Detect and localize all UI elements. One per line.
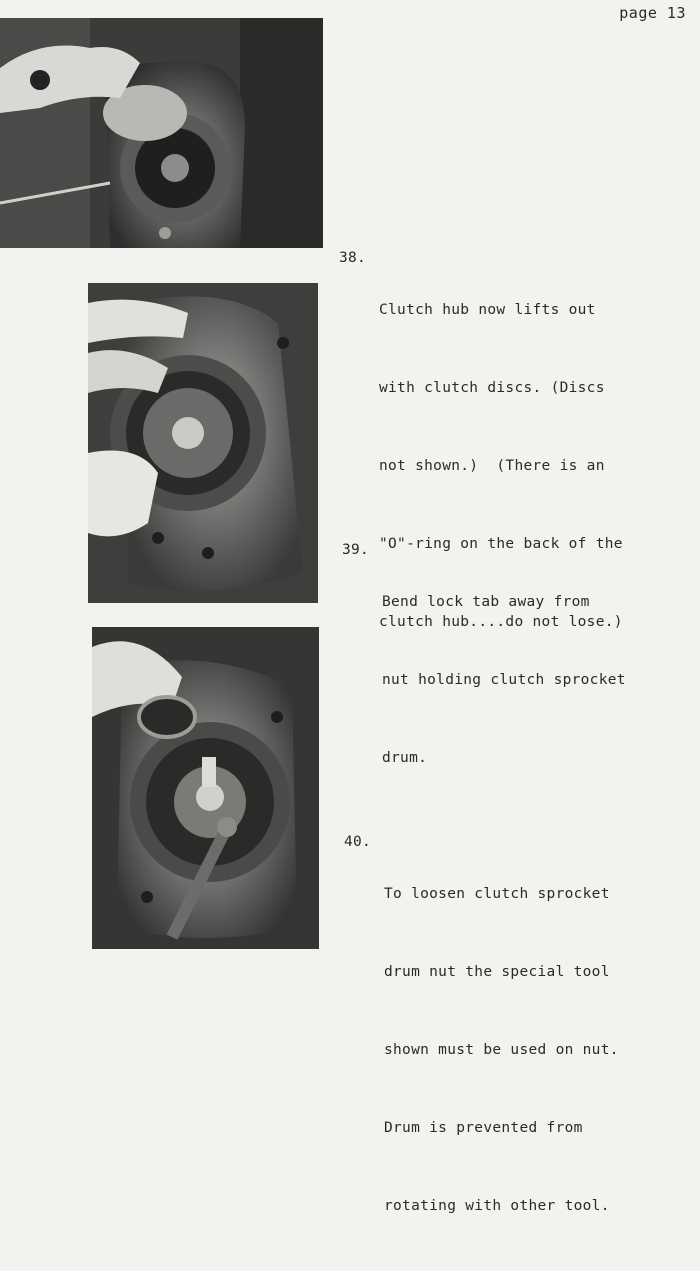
step-line: Bend lock tab away from (382, 594, 590, 610)
step-text (384, 829, 619, 1271)
clutch-hub-removal-photo (0, 18, 323, 248)
step-line: shown must be used on nut. (384, 1042, 619, 1058)
step-number: 40. (344, 834, 372, 850)
step-line: Drum is prevented from (384, 1120, 583, 1136)
step-line: rotating with other tool. (384, 1198, 610, 1214)
step-line: not shown.) (There is an (379, 458, 605, 474)
step-line: clutch hub....do not lose.) (379, 614, 623, 630)
step-line: nut holding clutch sprocket (382, 672, 626, 688)
step-number: 38. (339, 250, 367, 266)
step-line: with clutch discs. (Discs (379, 380, 605, 396)
step-line: "O"-ring on the back of the (379, 536, 623, 552)
step-line: drum. (382, 750, 428, 766)
step-line: Clutch hub now lifts out (379, 302, 596, 318)
sprocket-drum-nut-photo (92, 627, 319, 949)
step-line: To loosen clutch sprocket (384, 886, 610, 902)
step-number: 39. (342, 542, 370, 558)
page-number: page 13 (619, 4, 686, 22)
step-text (382, 537, 626, 823)
step-line: drum nut the special tool (384, 964, 610, 980)
lock-tab-photo (88, 283, 318, 603)
